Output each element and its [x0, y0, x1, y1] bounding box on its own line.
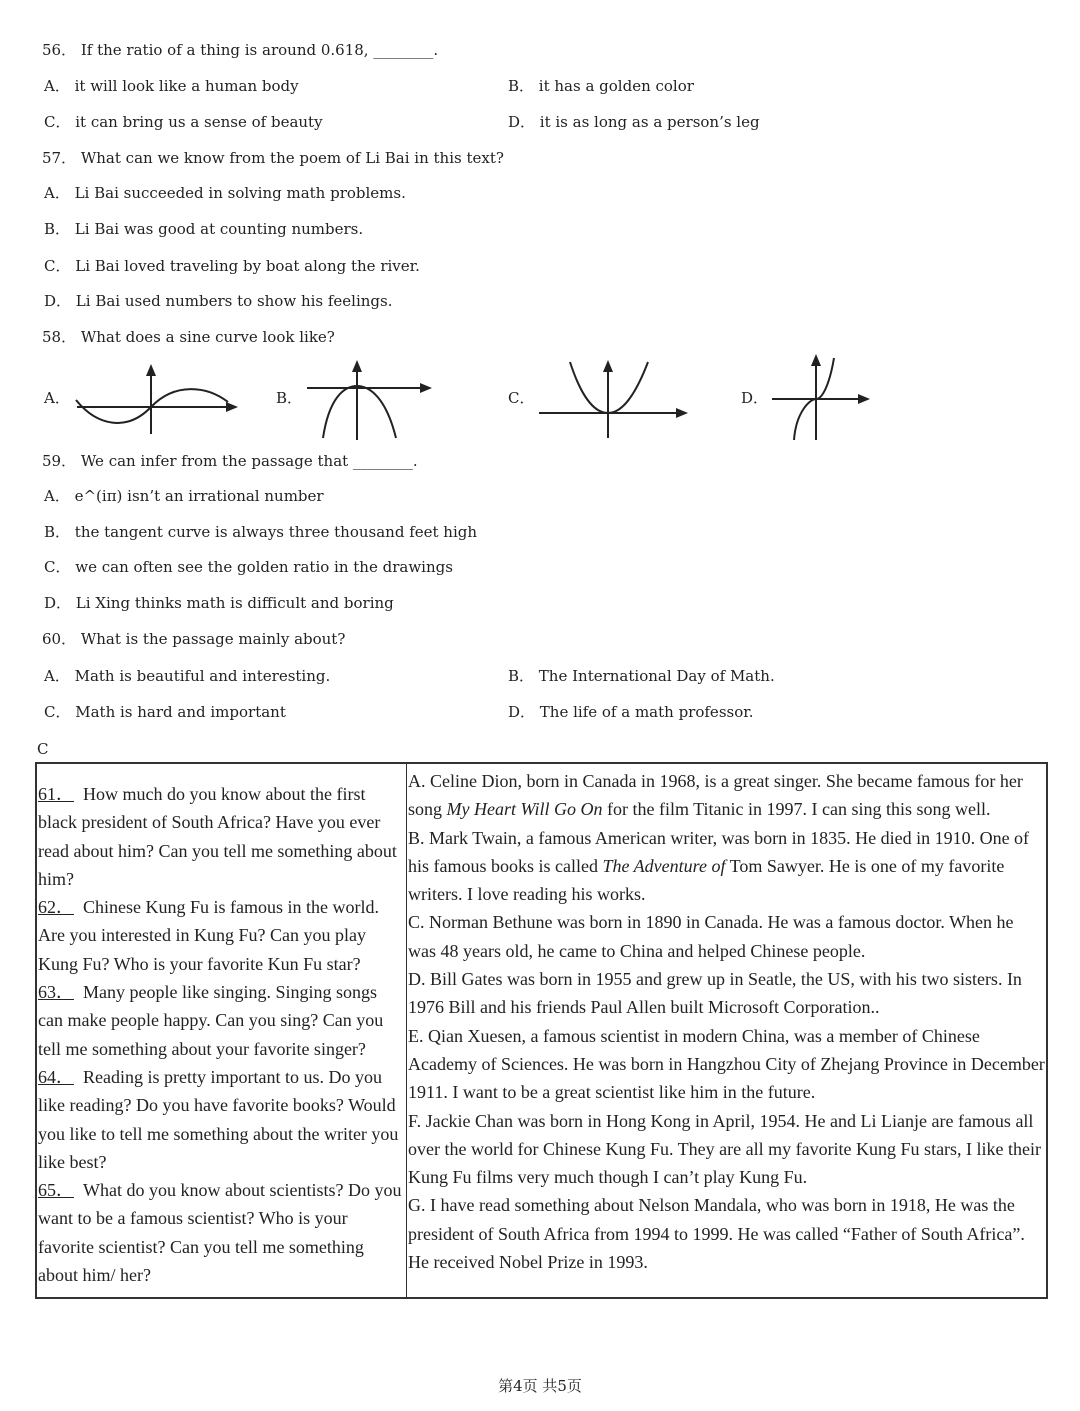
q58-graph-d: [768, 352, 874, 442]
q57-option-b[interactable]: B． Li Bai was good at counting numbers.: [44, 220, 364, 238]
question-text: What do you know about scientists? Do you want to be a famous scientist? Who is your favorite scientist? Can you tell me something about him/ her?: [38, 1180, 402, 1286]
answer-d: D. Bill Gates was born in 1955 and grew up in Seatle, the US, with his two sisters. In 1976 Bill and his friends Paul Allen built Microsoft Corporation..: [408, 969, 1022, 1018]
question-text: Chinese Kung Fu is famous in the world. Are you interested in Kung Fu? Can you play Kung Fu? Who is your favorite Kun Fu star?: [38, 897, 379, 974]
q56-option-a[interactable]: A． it will look like a human body: [44, 77, 299, 95]
q58-stem: 58． What does a sine curve look like?: [42, 328, 335, 346]
song-title: My Heart Will Go On: [446, 799, 603, 820]
answers-column: [408, 764, 1046, 1300]
answer-c: C. Norman Bethune was born in 1890 in Canada. He was a famous doctor. When he was 48 years old, he came to China and helped Chinese people.: [408, 912, 1014, 961]
question-number: 63．: [38, 982, 74, 1003]
answer-f: F. Jackie Chan was born in Hong Kong in April, 1954. He and Li Lianje are famous all over the world for Chinese Kung Fu. They are all my favorite Kung Fu stars, I like their Kung Fu films very much though I can’t play Kung Fu.: [408, 1110, 1042, 1188]
answer-a: [408, 767, 1045, 824]
q58-graph-b: [304, 358, 436, 442]
q60-option-b[interactable]: B． The International Day of Math.: [508, 667, 775, 685]
question-61: [38, 780, 406, 893]
q59-option-d[interactable]: D． Li Xing thinks math is difficult and boring: [44, 594, 394, 612]
matching-table: [35, 762, 1048, 1299]
questions-column: [37, 764, 407, 1297]
book-title: The Adventure of: [602, 855, 726, 876]
answer-a-text-end: for the film Titanic in 1997. I can sing this song well.: [602, 799, 991, 820]
question-number: 62．: [38, 897, 74, 918]
q58-option-c[interactable]: C．: [508, 389, 535, 407]
q58-option-d[interactable]: D．: [741, 389, 769, 407]
q58-graph-a: [72, 360, 242, 440]
q59-option-a[interactable]: A． e^(iπ) isn’t an irrational number: [44, 487, 324, 505]
q56-option-d[interactable]: D． it is as long as a person’s leg: [508, 113, 760, 131]
q59-stem: 59． We can infer from the passage that ________.: [42, 452, 418, 470]
q60-option-d[interactable]: D． The life of a math professor.: [508, 703, 754, 721]
question-text: Reading is pretty important to us. Do you like reading? Do you have favorite books? Would you like to tell me something about the writer you like best?: [38, 1066, 399, 1172]
q57-option-a[interactable]: A． Li Bai succeeded in solving math problems.: [44, 184, 406, 202]
question-63: [38, 978, 406, 1063]
q56-option-b[interactable]: B． it has a golden color: [508, 77, 694, 95]
q57-option-d[interactable]: D． Li Bai used numbers to show his feelings.: [44, 292, 393, 310]
question-number: 65．: [38, 1180, 74, 1201]
question-65: [38, 1176, 406, 1289]
question-number: 64．: [38, 1066, 74, 1087]
answer-b-text-end: Tom Sawyer. He is one of my favorite writers. I love reading his works.: [408, 855, 1005, 905]
q56-stem: 56． If the ratio of a thing is around 0.618, ________.: [42, 41, 439, 59]
question-62: [38, 893, 406, 978]
q60-option-a[interactable]: A． Math is beautiful and interesting.: [44, 667, 331, 685]
q56-option-c[interactable]: C． it can bring us a sense of beauty: [44, 113, 323, 131]
answer-e: E. Qian Xuesen, a famous scientist in modern China, was a member of Chinese Academy of Sciences. He was born in Hangzhou City of Zhejang Province in December 1911. I want to be a great scientist like him in the future.: [408, 1025, 1045, 1103]
answer-a-text: A. Celine Dion, born in Canada in 1968, is a great singer. She became famous for her song: [408, 771, 1023, 820]
q59-option-b[interactable]: B． the tangent curve is always three thousand feet high: [44, 523, 478, 541]
question-text: How much do you know about the first black president of South Africa? Have you ever read about him? Can you tell me something about him?: [38, 784, 397, 889]
q57-stem: 57． What can we know from the poem of Li Bai in this text?: [42, 149, 504, 167]
section-c-label: C: [37, 740, 49, 758]
q58-graph-c: [536, 356, 694, 440]
q60-stem: 60． What is the passage mainly about?: [42, 630, 346, 648]
question-64: [38, 1063, 406, 1176]
q59-option-c[interactable]: C． we can often see the golden ratio in the drawings: [44, 558, 453, 576]
question-text: Many people like singing. Singing songs can make people happy. Can you sing? Can you tell me something about your favorite singer?: [38, 982, 384, 1059]
answer-g: G. I have read something about Nelson Mandala, who was born in 1918, He was the president of South Africa from 1994 to 1999. He was called “Father of South Africa”. He received Nobel Prize in 1993.: [408, 1195, 1025, 1273]
question-number: 61．: [38, 784, 74, 804]
q58-option-a[interactable]: A．: [44, 389, 70, 407]
q60-option-c[interactable]: C． Math is hard and important: [44, 703, 286, 721]
q57-option-c[interactable]: C． Li Bai loved traveling by boat along the river.: [44, 257, 420, 275]
answer-b: [408, 824, 1045, 909]
q58-option-b[interactable]: B．: [276, 389, 303, 407]
page-footer: 第4页 共5页: [498, 1377, 582, 1395]
answer-b-text: B. Mark Twain, a famous American writer, was born in 1835. He died in 1910. One of his famous books is called: [408, 827, 1030, 876]
